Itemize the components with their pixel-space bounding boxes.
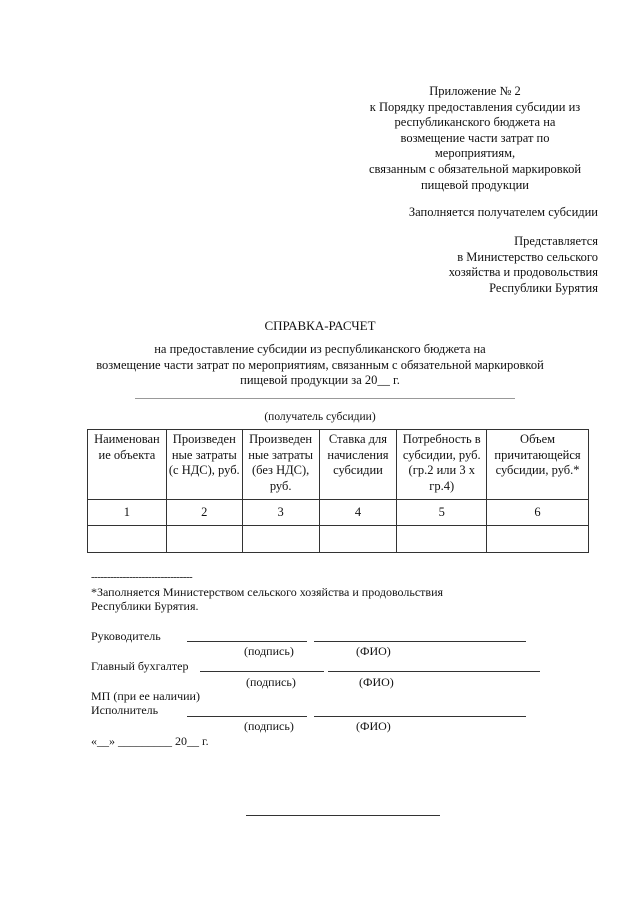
executor-signature-line[interactable] xyxy=(187,716,307,717)
column-number: 4 xyxy=(319,500,397,526)
subtitle-line: на предоставление субсидии из республиканского бюджета на xyxy=(154,342,486,356)
accountant-signature-line[interactable] xyxy=(200,671,324,672)
appendix-block xyxy=(340,84,610,193)
submitted-line: Республики Бурятия xyxy=(489,280,598,295)
filled-by-note: Заполняется получателем субсидии xyxy=(408,205,598,219)
sign-caption: (подпись) xyxy=(244,644,294,658)
head-fio-line[interactable] xyxy=(314,641,526,642)
submitted-line: в Министерство сельского xyxy=(457,249,598,264)
submitted-line: хозяйства и продовольствия xyxy=(448,265,598,280)
column-number: 5 xyxy=(397,500,487,526)
submitted-block xyxy=(330,234,598,296)
subtitle-line: пищевой продукции за 20__ г. xyxy=(240,373,400,388)
column-header: Произведен ные затраты (с НДС), руб. xyxy=(166,430,242,500)
column-header: Объем причитающейся субсидии, руб.* xyxy=(487,430,589,500)
table-cell[interactable] xyxy=(397,526,487,553)
column-number: 3 xyxy=(242,500,319,526)
appendix-line: республиканского бюджета на xyxy=(394,115,556,130)
fio-caption: (ФИО) xyxy=(359,675,394,689)
table-empty-row xyxy=(88,526,589,553)
subtitle-line: возмещение части затрат по мероприятиям, связанным с обязательной маркировкой xyxy=(96,357,544,372)
bottom-rule xyxy=(246,815,440,816)
column-header: Ставка для начисления субсидии xyxy=(319,430,397,500)
column-header: Произведен ные затраты (без НДС), руб. xyxy=(242,430,319,500)
column-header: Потребность в субсидии, руб. (гр.2 или 3 х гр.4) xyxy=(397,430,487,500)
seal-label: МП (при ее наличии) xyxy=(91,689,200,703)
accountant-fio-line[interactable] xyxy=(328,671,540,672)
table-number-row xyxy=(88,500,589,526)
column-number: 6 xyxy=(487,500,589,526)
executor-label: Исполнитель xyxy=(91,703,159,717)
calculation-table xyxy=(87,429,589,553)
appendix-line: связанным с обязательной маркировкой xyxy=(368,161,582,176)
date-line: «__» _________ 20__ г. xyxy=(91,734,209,748)
table-header-row xyxy=(88,430,589,500)
subtitle-block xyxy=(0,342,640,389)
appendix-line: возмещение части затрат по xyxy=(400,130,550,145)
fio-caption: (ФИО) xyxy=(356,644,391,658)
recipient-caption: (получатель субсидии) xyxy=(264,411,376,423)
submitted-line: Представляется xyxy=(514,234,598,248)
head-label: Руководитель xyxy=(91,629,161,643)
footnote-text: *Заполняется Министерством сельского хозяйства и продовольствия xyxy=(91,585,444,599)
column-number: 2 xyxy=(166,500,242,526)
table-cell[interactable] xyxy=(166,526,242,553)
table-cell[interactable] xyxy=(487,526,589,553)
footnote-separator: -------------------------------- xyxy=(91,571,193,583)
fio-caption: (ФИО) xyxy=(356,719,391,733)
appendix-line: пищевой продукции xyxy=(420,177,529,192)
sign-caption: (подпись) xyxy=(246,675,296,689)
sign-caption: (подпись) xyxy=(244,719,294,733)
document-title: СПРАВКА-РАСЧЕТ xyxy=(264,318,376,333)
table-cell[interactable] xyxy=(242,526,319,553)
column-header: Наименован ие объекта xyxy=(88,430,167,500)
footnote-text: Республики Бурятия. xyxy=(91,599,199,613)
head-signature-line[interactable] xyxy=(187,641,307,642)
recipient-line xyxy=(135,398,515,399)
executor-fio-line[interactable] xyxy=(314,716,526,717)
appendix-line: Приложение № 2 xyxy=(429,84,521,98)
table-cell[interactable] xyxy=(88,526,167,553)
accountant-label: Главный бухгалтер xyxy=(91,659,189,673)
appendix-line: к Порядку предоставления субсидии из xyxy=(369,99,581,114)
column-number: 1 xyxy=(88,500,167,526)
appendix-line: мероприятиям, xyxy=(434,146,516,161)
table-cell[interactable] xyxy=(319,526,397,553)
